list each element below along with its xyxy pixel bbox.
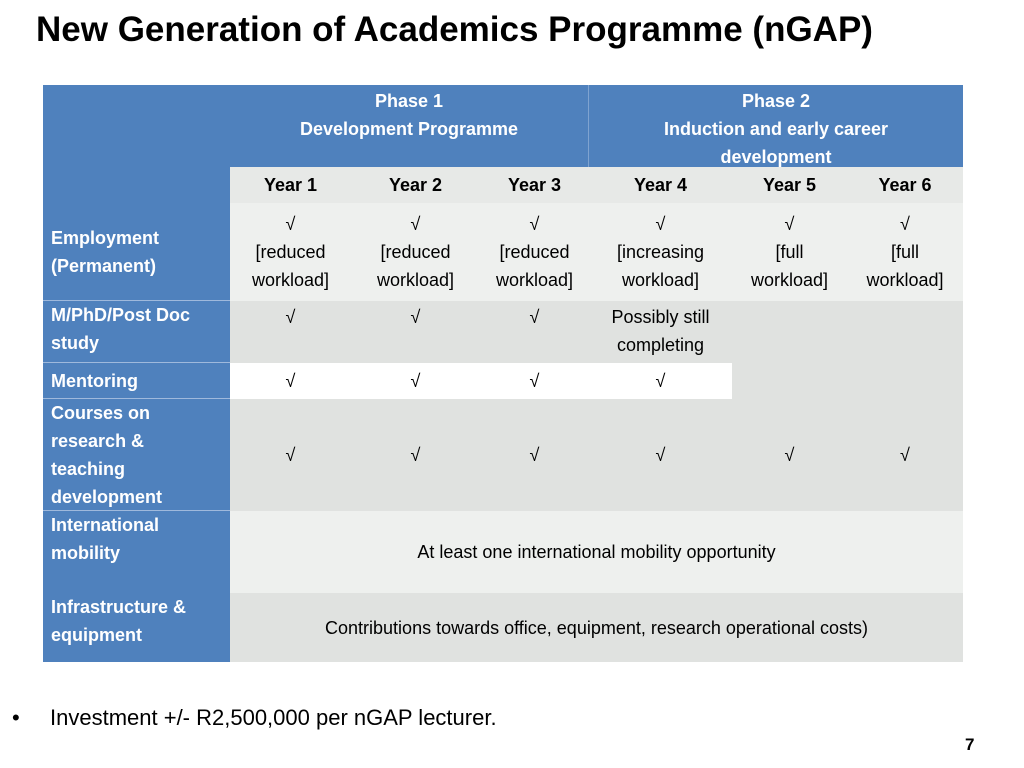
courses-label: teaching [51,459,126,479]
row-label-courses [43,399,230,511]
study-label: M/PhD/Post Doc [51,305,191,325]
workload-text: workload] [750,270,829,290]
courses-label: Courses on [51,403,151,423]
mentoring-year-3 [480,363,589,399]
year-5-header: Year 5 [732,167,847,203]
phase-1-subtitle: Development Programme [299,119,519,139]
year-6-header: Year 6 [847,167,963,203]
year-4-header: Year 4 [589,167,732,203]
mentoring-year-4 [589,363,732,399]
phase-1-header [230,85,589,167]
courses-year-6 [847,399,963,511]
tick-mark: √ [529,371,540,391]
mobility-label: International [51,515,160,535]
employment-year-1 [230,203,351,301]
courses-label: research & [51,431,145,451]
workload-text: workload] [376,270,455,290]
mobility-text: At least one international mobility opportunity [417,542,776,562]
study-year-4 [589,301,732,363]
workload-text: workload] [495,270,574,290]
workload-text: [reduced [380,242,451,262]
courses-year-5 [732,399,847,511]
tick-mark: √ [285,371,296,391]
infrastructure-label-sub: equipment [51,625,143,645]
study-year-3 [480,301,589,363]
phase-1-title: Phase 1 [374,91,444,111]
mobility-label-sub: mobility [51,543,121,563]
infrastructure-cell [230,593,963,662]
employment-year-3 [480,203,589,301]
phase-2-header [589,85,963,167]
courses-year-2 [351,399,480,511]
infrastructure-text: Contributions towards office, equipment, research operational costs) [325,617,868,638]
study-label-sub: study [51,333,100,353]
employment-year-6 [847,203,963,301]
courses-year-4 [589,399,732,511]
employment-year-2 [351,203,480,301]
infrastructure-label: Infrastructure & [51,597,187,617]
investment-bullet: Investment +/- R2,500,000 per nGAP lecturer. [50,705,497,730]
study-note: Possibly still [611,307,710,327]
year-2-header: Year 2 [351,167,480,203]
study-year-2 [351,301,480,363]
tick-mark: √ [900,214,910,234]
workload-text: workload] [251,270,330,290]
mobility-cell [230,511,963,593]
courses-year-3 [480,399,589,511]
tick-mark: √ [784,214,795,234]
workload-text: [reduced [499,242,570,262]
phase-2-subtitle-cont: development [720,147,832,167]
row-label-mobility [43,511,230,593]
workload-text: [increasing [616,242,705,262]
tick-mark: √ [410,214,421,234]
tick-mark: √ [784,445,795,465]
year-1-header: Year 1 [230,167,351,203]
tick-mark: √ [410,371,421,391]
tick-mark: √ [529,445,540,465]
tick-mark: √ [655,445,666,465]
workload-text: workload] [621,270,700,290]
row-label-employment [43,203,230,301]
workload-text: workload] [866,270,944,290]
employment-year-5 [732,203,847,301]
tick-mark: √ [410,445,421,465]
phase-2-subtitle: Induction and early career [663,119,889,139]
phase-2-title: Phase 2 [741,91,811,111]
mentoring-year-1 [230,363,351,399]
slide-title: New Generation of Academics Programme (nGAP) [36,10,873,49]
tick-mark: √ [655,214,666,234]
row-label-mentoring: Mentoring [43,363,230,399]
study-year-1 [230,301,351,363]
mentoring-year-2 [351,363,480,399]
employment-label: Employment [51,227,160,248]
row-label-study [43,301,230,363]
tick-mark: √ [285,214,296,234]
ngap-table [43,85,963,662]
workload-text: [reduced [255,242,326,262]
year-3-header: Year 3 [480,167,589,203]
corner-header-cell [43,85,230,203]
workload-text: [full [775,242,804,262]
bullet-marker: • [12,705,20,730]
tick-mark: √ [900,445,910,465]
employment-label-sub: (Permanent) [51,255,157,276]
employment-year-4 [589,203,732,301]
tick-mark: √ [529,214,540,234]
row-label-infrastructure [43,593,230,662]
page-number: 7 [965,735,975,754]
tick-mark: √ [410,307,421,327]
tick-mark: √ [285,445,296,465]
workload-text: [full [890,242,919,262]
tick-mark: √ [655,371,666,391]
tick-mark: √ [529,307,540,327]
courses-label: development [51,487,163,507]
courses-year-1 [230,399,351,511]
study-note-sub: completing [616,335,705,355]
tick-mark: √ [285,307,296,327]
